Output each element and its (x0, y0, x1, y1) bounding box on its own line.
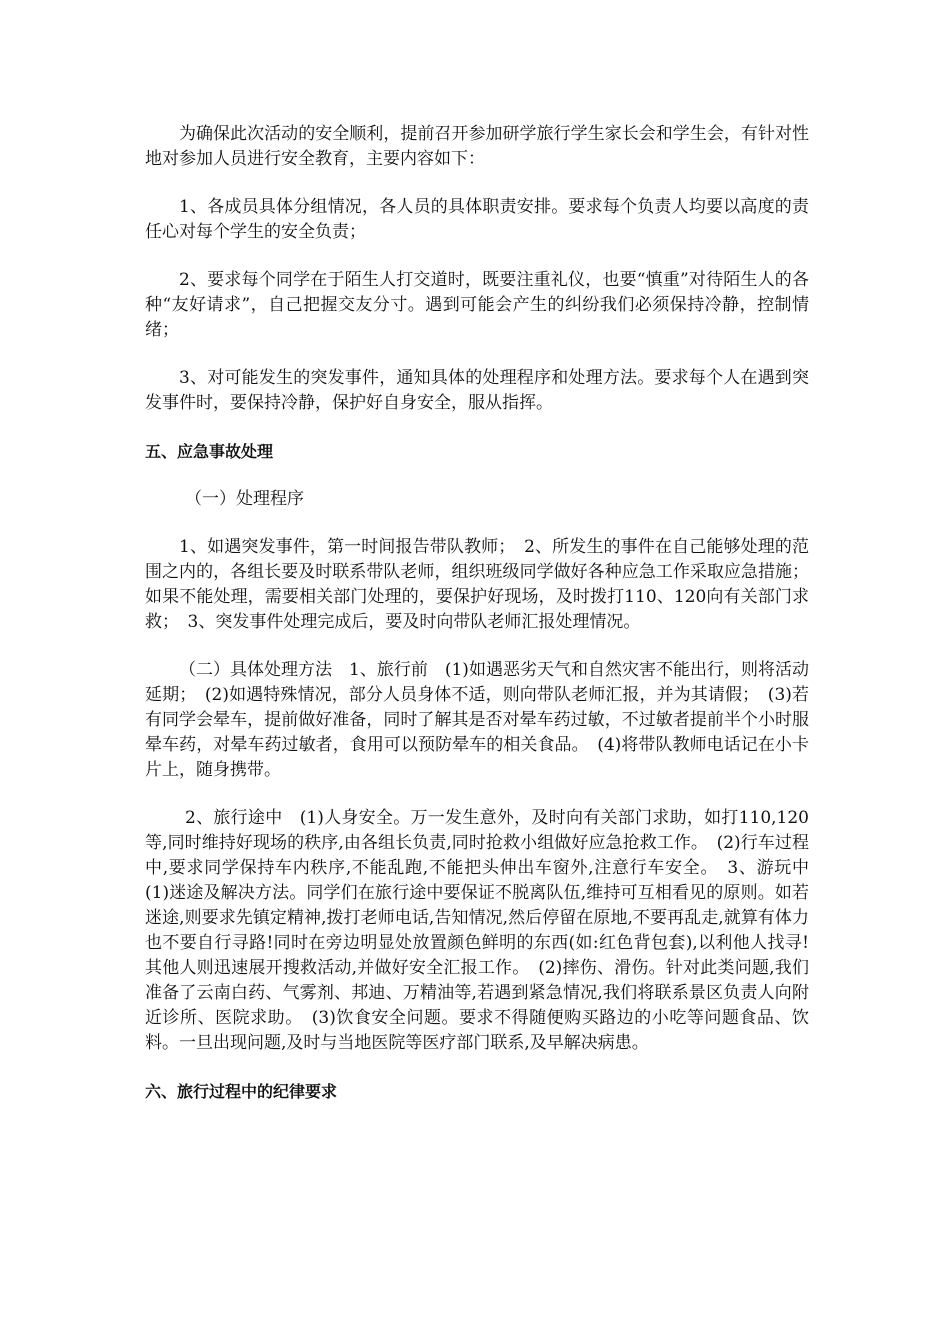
document-page (145, 122, 826, 1127)
item-1-paragraph: 1、各成员具体分组情况，各人员的具体职责安排。要求每个负责人均要以高度的责任心对每个学生的安全负责； (145, 197, 809, 242)
methods-during-travel-paragraph: 2、旅行途中 (1)人身安全。万一发生意外，及时向有关部门求助，如打110,120等,同时维持好现场的秩序,由各组长负责,同时抢救小组做好应急抢救工作。 (2)行车过程中,要求同学保持车内秩序,不能乱跑,不能把头伸出车窗外,注意行车安全。 3、游玩中 (1)迷途及解决方法。同学们在旅行途中要保证不脱离队伍,维持可互相看见的原则。如若迷途,则要求先镇定精神,拨打老师电话,告知情况,然后停留在原地,不要再乱走,就算有体力也不要自行寻路!同时在旁边明显处放置颜色鲜明的东西(如:红色背包套),以利他人找寻!其他人则迅速展开搜救活动,并做好安全汇报工作。 (2)摔伤、滑伤。针对此类问题,我们准备了云南白药、气雾剂、邦迪、万精油等,若遇到紧急情况,我们将联系景区负责人向附近诊所、医院求助。 (3)饮食安全问题。要求不得随便购买路边的小吃等问题食品、饮料。一旦出现问题,及时与当地医院等医疗部门联系,及早解决病患。 (145, 808, 826, 1053)
item-2-paragraph: 2、要求每个同学在于陌生人打交道时，既要注重礼仪，也要“慎重”对待陌生人的各种“友好请求”，自己把握交友分寸。遇到可能会产生的纠纷我们必须保持冷静，控制情绪； (145, 270, 809, 340)
section-5-heading: 五、应急事故处理 (145, 442, 274, 461)
item-3-paragraph: 3、对可能发生的突发事件，通知具体的处理程序和处理方法。要求每个人在遇到突发事件时，要保持冷静，保护好自身安全，服从指挥。 (145, 368, 809, 413)
procedure-paragraph: 1、如遇突发事件，第一时间报告带队教师； 2、所发生的事件在自己能够处理的范围之内的，各组长要及时联系带队老师，组织班级同学做好各种应急工作采取应急措施；如果不能处理，需要相关部门处理的，要保护好现场，及时拨打110、120向有关部门求救； 3、突发事件处理完成后，要及时向带队老师汇报处理情况。 (145, 537, 809, 632)
section-5-subheading-procedure: （一）处理程序 (185, 489, 304, 509)
methods-before-travel-paragraph: （二）具体处理方法 1、旅行前 (1)如遇恶劣天气和自然灾害不能出行，则将活动延期； (2)如遇特殊情况，部分人员身体不适，则向带队老师汇报，并为其请假； (3)若有同学会晕车，提前做好准备，同时了解其是否对晕车药过敏，不过敏者提前半个小时服晕车药，对晕车药过敏者，食用可以预防晕车的相关食品。 (4)将带队教师电话记在小卡片上，随身携带。 (145, 660, 809, 780)
section-6-heading: 六、旅行过程中的纪律要求 (145, 1082, 338, 1101)
intro-paragraph: 为确保此次活动的安全顺利，提前召开参加研学旅行学生家长会和学生会，有针对性地对参加人员进行安全教育，主要内容如下： (145, 124, 809, 169)
